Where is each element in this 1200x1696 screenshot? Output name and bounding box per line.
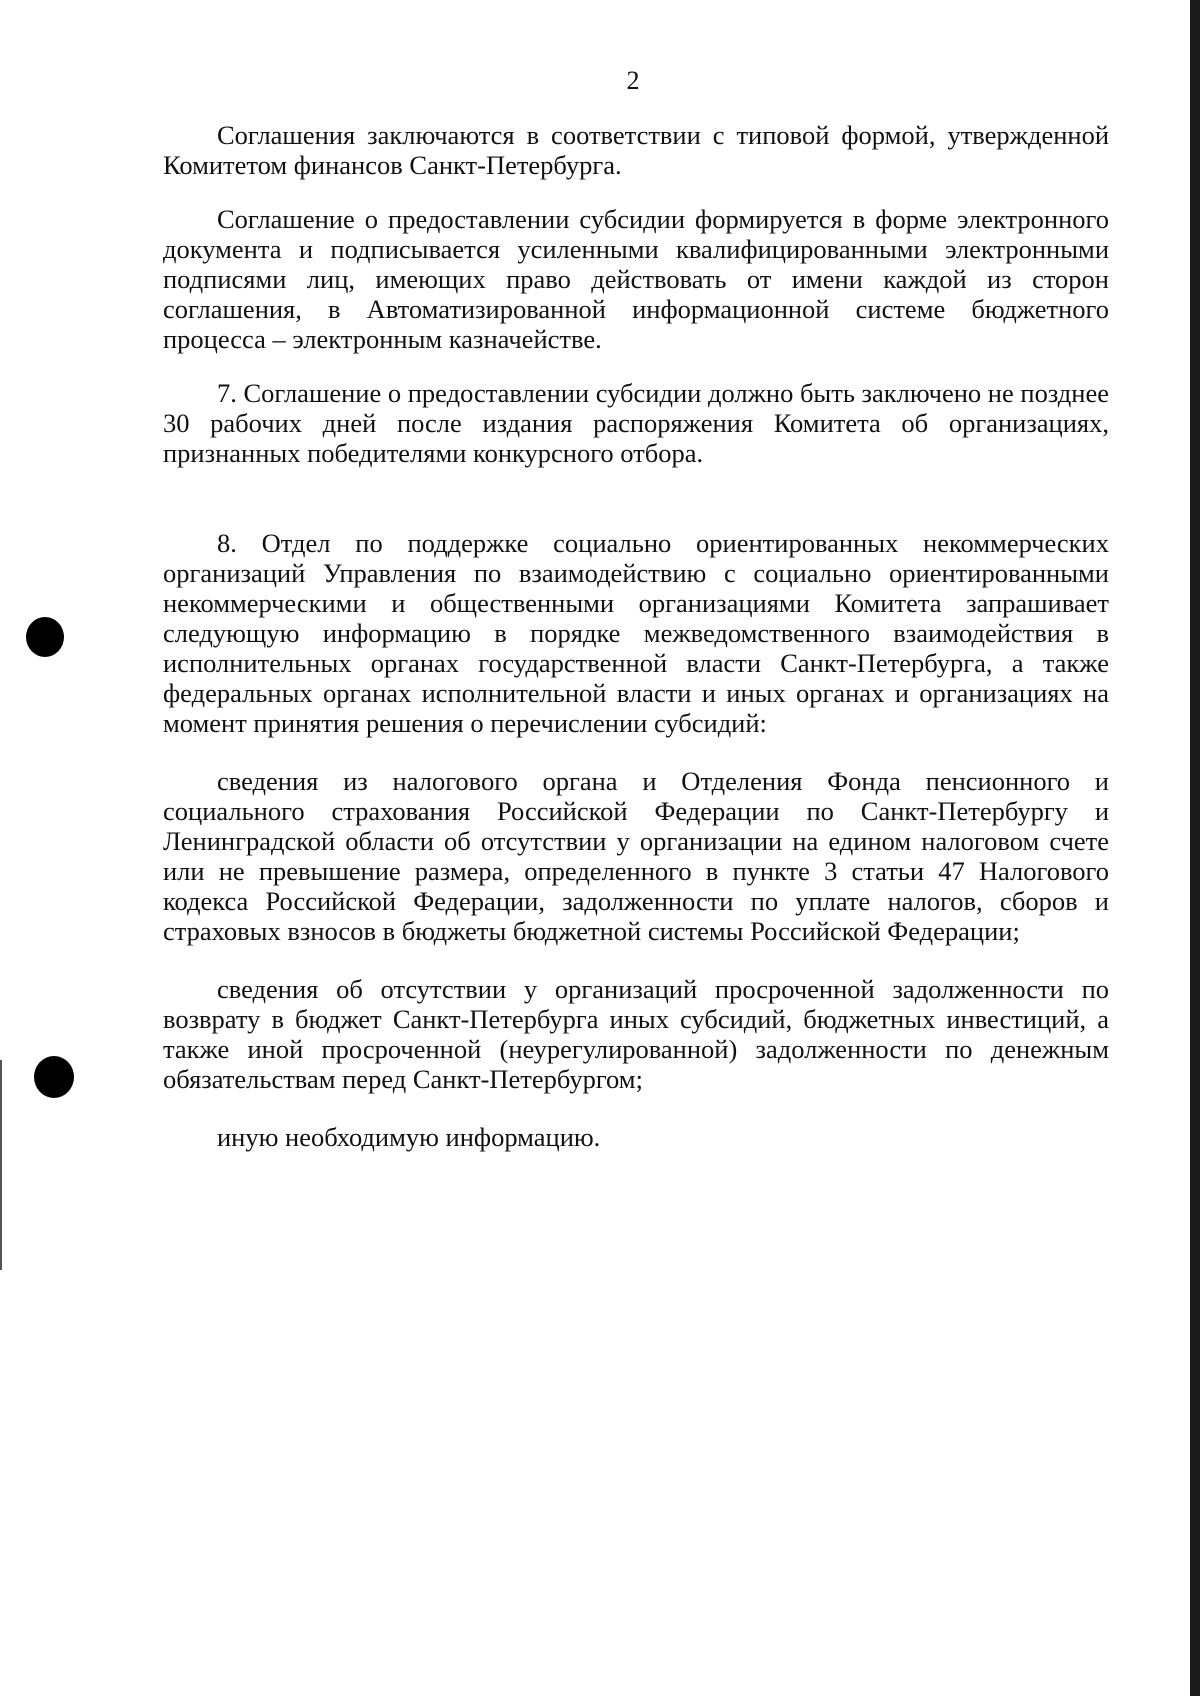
paragraph-other-info: иную необходимую информацию. <box>217 1122 601 1152</box>
paragraph-electronic-signature: Соглашение о предоставлении субсидии формируется в форме электронного документа и подписывается усиленными квалифицированными электронными подписями лиц, имеющих право действовать от имени каждой из сторон соглашения, в Автоматизированной информационной системе бюджетного процесса – электронным казначействе. <box>163 204 1109 354</box>
paragraph-agreement-form: Соглашения заключаются в соответствии с типовой формой, утвержденной Комитетом финансов Санкт-Петербурга. <box>163 120 1109 180</box>
paragraph-debt-info: сведения об отсутствии у организаций просроченной задолженности по возврату в бюджет Санкт-Петербурга иных субсидий, бюджетных инвестиций, а также иной просроченной (неурегулированной) задолженности по денежным обязательствам перед Санкт-Петербургом; <box>163 974 1109 1094</box>
paragraph-item-7: 7. Соглашение о предоставлении субсидии должно быть заключено не позднее 30 рабочих дней после издания распоряжения Комитета об организациях, признанных победителями конкурсного отбора. <box>163 378 1109 468</box>
scan-right-edge <box>1190 0 1200 1696</box>
scan-left-edge <box>0 1060 2 1270</box>
paragraph-item-8: 8. Отдел по поддержке социально ориентированных некоммерческих организаций Управления по взаимодействию с социально ориентированными некоммерческими и общественными организациями Комитета запрашивает следующую информацию в порядке межведомственного взаимодействия в исполнительных органах государственной власти Санкт-Петербурга, а также федеральных органах исполнительной власти и иных органах и организациях на момент принятия решения о перечислении субсидий: <box>163 528 1109 738</box>
punch-hole-top <box>26 617 64 657</box>
page-number: 2 <box>626 66 640 95</box>
paragraph-tax-info: сведения из налогового органа и Отделения Фонда пенсионного и социального страхования Российской Федерации по Санкт-Петербургу и Ленинградской области об отсутствии у организации на едином налоговом счете или не превышение размера, определенного в пункте 3 статьи 47 Налогового кодекса Российской Федерации, задолженности по уплате налогов, сборов и страховых взносов в бюджеты бюджетной системы Российской Федерации; <box>163 766 1109 946</box>
punch-hole-bottom <box>34 1056 74 1098</box>
document-body <box>163 120 1109 1152</box>
